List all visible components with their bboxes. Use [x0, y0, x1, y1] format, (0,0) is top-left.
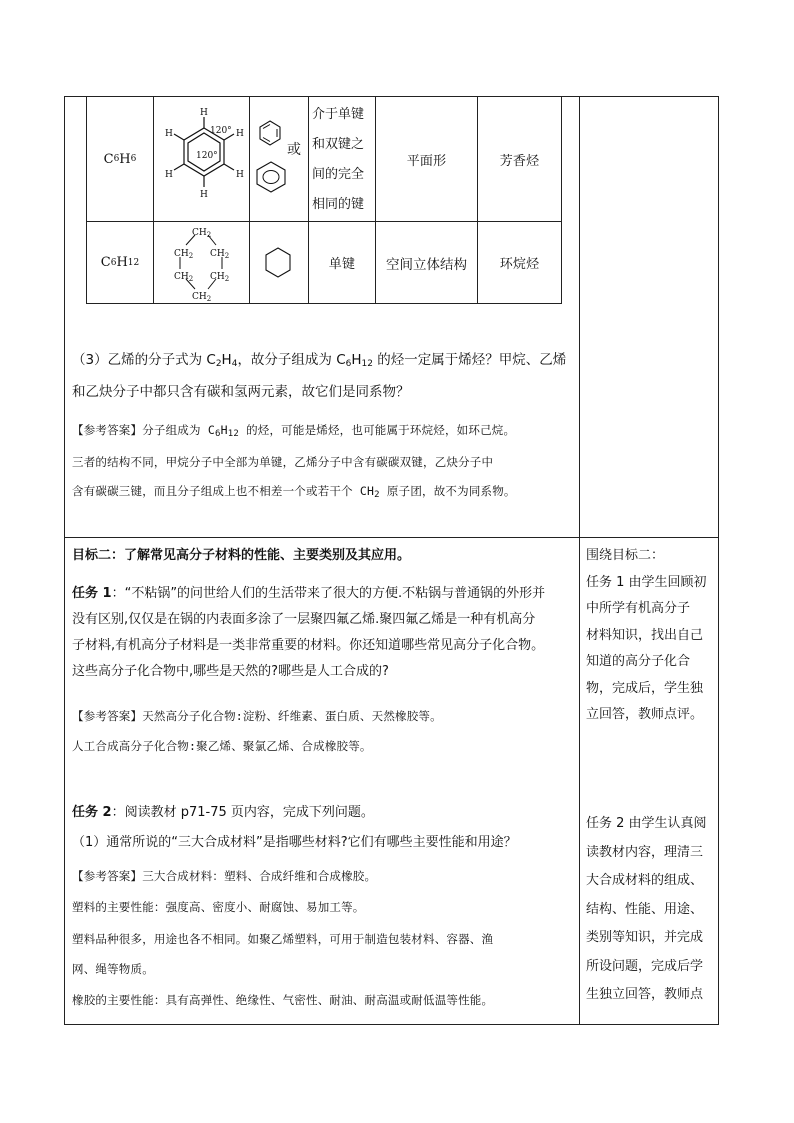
task2-answer-line-2: 塑料的主要性能：强度高、密度小、耐腐蚀、易加工等。 [72, 900, 365, 914]
task2-answer-line-1: 【参考答案】三大合成材料：塑料、合成纤维和合成橡胶。 [72, 869, 377, 883]
outer-col-divider [579, 96, 580, 1025]
q3-answer-line-1: 【参考答案】分子组成为 $C_6H_{12}$ 的烃，可能是烯烃，也可能属于环烷烃，如环己烷。 [72, 423, 516, 439]
class-benzene: 芳香烃 [499, 153, 540, 169]
task2-answer-line-5: 橡胶的主要性能：具有高弹性、绝缘性、气密性、耐油、耐高温或耐低温等性能。 [72, 993, 494, 1007]
task2-answer-line-4: 网、绳等物质。 [72, 962, 154, 976]
task2-answer-line-3: 塑料品种很多，用途也各不相同。如聚乙烯塑料，可用于制造包装材料、容器、渔 [72, 932, 494, 946]
side-line: 立回答，教师点评。 [586, 707, 704, 722]
atom-h-lower-right: H [236, 170, 244, 180]
outer-right-border [718, 96, 719, 1025]
bond-line: 相同的键 [312, 197, 365, 212]
side-line: 围绕目标二： [586, 548, 665, 563]
bond-type-cyclohexane: 单键 [328, 257, 356, 272]
q3-line-1: （3）乙烯的分子式为 $C_2H_4$，故分子组成为 $C_6H_{12}$ 的烃一定属于烯烃？甲烷、乙烯 [72, 352, 567, 369]
side-line: 任务 2 由学生认真阅 [586, 816, 707, 831]
benzene-kekule-icon [256, 118, 284, 150]
task1-line-3: 子材料,有机高分子材料是一类非常重要的材料。你还知道哪些常见高分子化合物。 [72, 638, 545, 653]
bond-angle-label-2: 120° [196, 151, 218, 161]
inner-right-border [561, 96, 562, 304]
task1-line-2: 没有区别,仅仅是在锅的内表面多涂了一层聚四氟乙烯.聚四氟乙烯是一种有机高分 [72, 612, 536, 627]
side-line: 物，完成后，学生独 [586, 680, 704, 696]
side-line: 任务 1 由学生回顾初 [586, 574, 707, 590]
inner-col-2 [249, 96, 250, 304]
q3-answer-line-2: 三者的结构不同，甲烷分子中全部为单键，乙烯分子中含有碳碳双键，乙炔分子中 [72, 455, 494, 469]
svg-text:CH2: $CH_2$ [192, 228, 212, 239]
task2-question-1: （1）通常所说的“三大合成材料”是指哪些材料?它们有哪些主要性能和用途？ [72, 835, 517, 850]
atom-h-bottom: H [200, 190, 208, 200]
bond-line: 和双键之 [312, 137, 365, 152]
class-cyclohexane: 环烷烃 [499, 257, 540, 272]
inner-bottom-border [86, 303, 562, 304]
atom-h-lower-left: H [165, 170, 173, 180]
side-line: 生独立回答，教师点 [586, 987, 704, 1002]
task1-line-1: 任务 1：“不粘锅”的问世给人们的生活带来了很大的方便.不粘锅与普通锅的外形并 [72, 586, 546, 601]
task1-line-4: 这些高分子化合物中,哪些是天然的?哪些是人工合成的? [72, 664, 389, 679]
q3-line-2: 和乙炔分子中都只含有碳和氢两元素，故它们是同系物？ [72, 384, 410, 400]
task1-answer-line-1: 【参考答案】天然高分子化合物:淀粉、纤维素、蛋白质、天然橡胶等。 [72, 709, 442, 723]
outer-left-border [64, 96, 65, 1025]
bond-angle-label-1: 120° [210, 126, 232, 136]
atom-h-top: H [200, 108, 208, 118]
side-notes-goal2-task1 [586, 543, 716, 729]
goal2-title: 目标二：了解常见高分子材料的性能、主要类别及其应用。 [72, 548, 411, 563]
svg-text:CH2: $CH_2$ [210, 272, 230, 283]
svg-text:CH2: $CH_2$ [210, 249, 230, 260]
task1-answer-line-2: 人工合成高分子化合物:聚乙烯、聚氯乙烯、合成橡胶等。 [72, 739, 372, 753]
task2-line: 任务 2：阅读教材 p71-75 页内容，完成下列问题。 [72, 805, 374, 820]
formula-benzene: C 6 H 6 [103, 151, 137, 167]
side-line: 材料知识，找出自己 [586, 627, 704, 643]
outer-row-divider [64, 537, 719, 538]
benzene-structure-diagram [154, 100, 248, 218]
side-line: 大合成材料的组成、 [586, 873, 704, 888]
outer-bottom-border [64, 1024, 719, 1025]
q3-answer-line-3: 含有碳碳三键，而且分子组成上也不相差一个或若干个 $CH_2$ 原子团，故不为同系物。 [72, 484, 516, 500]
svg-text:CH2: $CH_2$ [192, 292, 212, 303]
cyclohexane-ring-icon [263, 246, 293, 280]
atom-h-upper-right: H [236, 129, 244, 139]
benzene-ring-icon [254, 160, 288, 194]
side-line: 知道的高分子化合 [586, 654, 691, 669]
svg-text:CH2: $CH_2$ [174, 272, 194, 283]
bond-type-benzene [312, 100, 374, 220]
side-line: 类别等知识，并完成 [586, 930, 704, 945]
cyclohexane-structure-diagram [160, 223, 244, 303]
shape-benzene: 平面形 [406, 153, 447, 169]
bond-line: 间的完全 [312, 167, 365, 182]
side-line: 读教材内容，理清三 [586, 844, 704, 860]
side-line: 结构、性能、用途、 [586, 901, 704, 917]
side-notes-task2 [586, 810, 716, 1010]
formula-cyclohexane: C 6 H 12 [100, 255, 140, 270]
svg-text:CH2: $CH_2$ [174, 249, 194, 260]
shape-cyclohexane: 空间立体结构 [386, 256, 467, 273]
side-line: 中所学有机高分子 [586, 601, 691, 616]
or-label: 或 [287, 142, 301, 158]
bond-line: 介于单键 [312, 107, 365, 122]
side-line: 所设问题，完成后学 [586, 958, 704, 974]
atom-h-upper-left: H [165, 129, 173, 139]
